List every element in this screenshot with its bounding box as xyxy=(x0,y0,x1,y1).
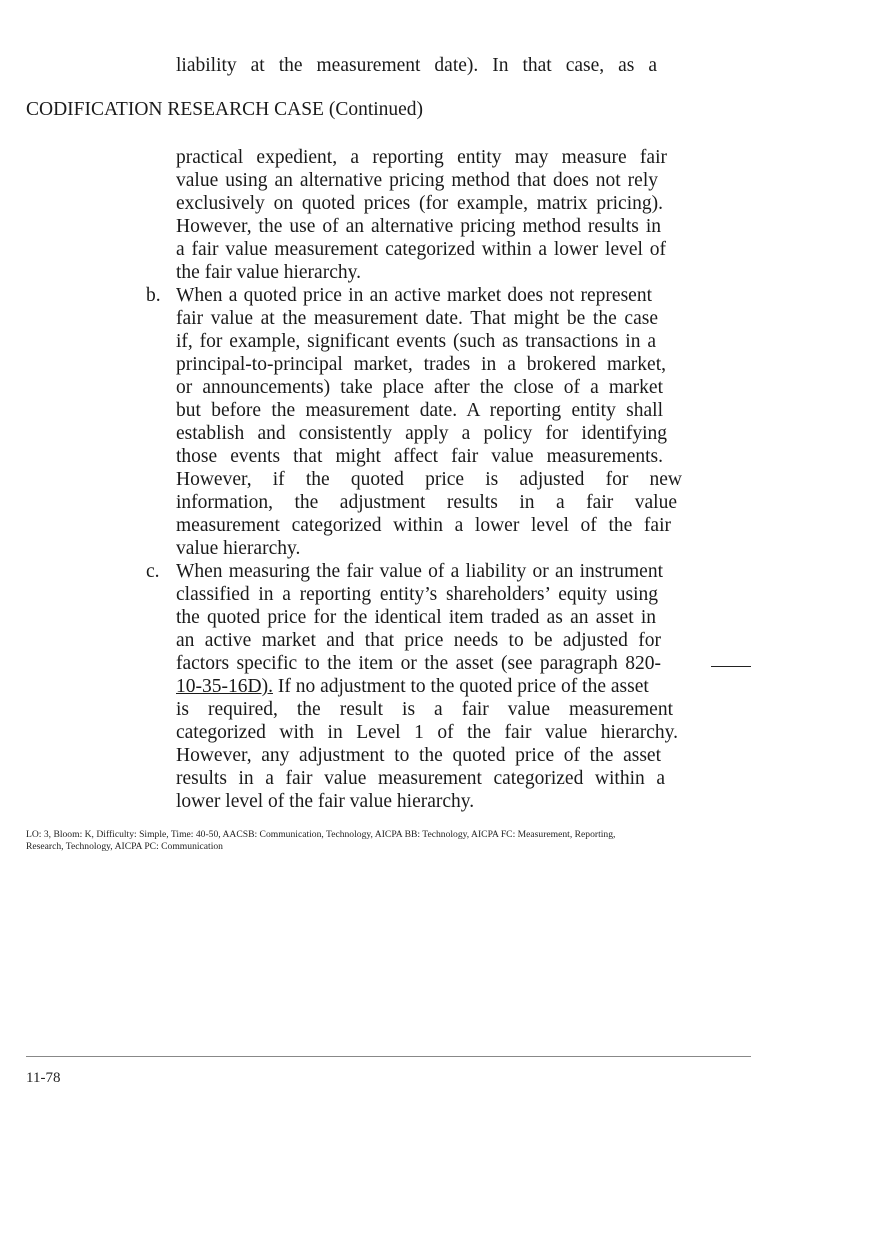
footnote-line: LO: 3, Bloom: K, Difficulty: Simple, Time: 40-50, AACSB: Communication, Technology, AICPA BB: Technology, AICPA FC: Measurement, Reporting, xyxy=(26,829,616,840)
text-line: practical expedient, a reporting entity may measure fair xyxy=(176,147,667,168)
text-line: establish and consistently apply a policy for identifying xyxy=(176,423,667,444)
text-line: However, the use of an alternative pricing method results in xyxy=(176,216,661,237)
text-line: value using an alternative pricing method that does not rely xyxy=(176,170,658,191)
text-line: but before the measurement date. A reporting entity shall xyxy=(176,400,663,421)
text-line: However, if the quoted price is adjusted for new xyxy=(176,469,682,490)
section-heading: CODIFICATION RESEARCH CASE (Continued) xyxy=(26,99,424,120)
learning-objective-footnote xyxy=(26,829,676,853)
text-line: the fair value hierarchy. xyxy=(176,262,361,283)
text-line: lower level of the fair value hierarchy. xyxy=(176,791,475,812)
text-line: results in a fair value measurement categorized within a xyxy=(176,768,665,789)
text-line: value hierarchy. xyxy=(176,538,301,559)
text-line: measurement categorized within a lower level of the fair xyxy=(176,515,671,536)
text-line: is required, the result is a fair value measurement xyxy=(176,699,673,720)
text-line: factors specific to the item or the asset (see paragraph 820- xyxy=(176,653,661,674)
text-line: a fair value measurement categorized within a lower level of xyxy=(176,239,666,260)
text-line-rest: If no adjustment to the quoted price of the asset xyxy=(272,676,649,697)
list-marker: c. xyxy=(146,561,160,582)
footer-divider xyxy=(26,1056,751,1057)
list-marker: b. xyxy=(146,285,161,306)
text-line: categorized with in Level 1 of the fair value hierarchy. xyxy=(176,722,678,743)
text-line: principal-to-principal market, trades in a brokered market, xyxy=(176,354,666,375)
text-line: fair value at the measurement date. That might be the case xyxy=(176,308,658,329)
text-line: information, the adjustment results in a fair value xyxy=(176,492,677,513)
footnote-line: Research, Technology, AICPA PC: Communication xyxy=(26,841,223,852)
text-line: When measuring the fair value of a liability or an instrument xyxy=(176,561,663,582)
text-line: those events that might affect fair value measurements. xyxy=(176,446,663,467)
text-line xyxy=(176,675,649,698)
text-line: or announcements) take place after the close of a market xyxy=(176,377,663,398)
text-line: if, for example, significant events (such as transactions in a xyxy=(176,331,656,352)
page-number: 11-78 xyxy=(26,1070,61,1086)
text-line: When a quoted price in an active market does not represent xyxy=(176,285,652,306)
text-line: However, any adjustment to the quoted price of the asset xyxy=(176,745,661,766)
text-line: an active market and that price needs to be adjusted for xyxy=(176,630,661,651)
continuation-line: liability at the measurement date). In that case, as a xyxy=(176,55,657,76)
text-line: exclusively on quoted prices (for example, matrix pricing). xyxy=(176,193,663,214)
margin-rule xyxy=(711,666,751,667)
text-line: the quoted price for the identical item traded as an asset in xyxy=(176,607,656,628)
codification-reference: 10-35-16D). xyxy=(176,676,273,697)
text-line: classified in a reporting entity’s shareholders’ equity using xyxy=(176,584,658,605)
